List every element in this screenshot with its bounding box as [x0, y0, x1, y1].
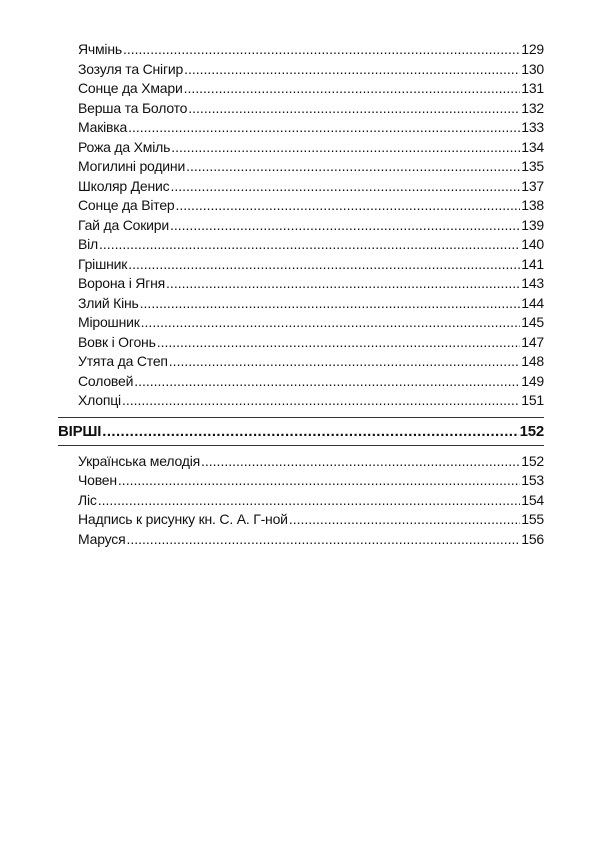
dot-leader	[126, 530, 520, 550]
dot-leader	[188, 99, 520, 119]
toc-entry[interactable]	[58, 471, 544, 491]
toc-entry-title: Українська мелодія	[78, 452, 200, 469]
table-of-contents	[58, 40, 544, 549]
toc-entry[interactable]	[58, 491, 544, 511]
toc-entry[interactable]	[58, 510, 544, 530]
toc-entry-page: 155	[521, 511, 544, 527]
toc-entry-page: 131	[521, 80, 544, 96]
toc-entry[interactable]	[58, 352, 544, 372]
section-page: 152	[519, 422, 544, 440]
toc-entry-title: Хлопці	[78, 392, 121, 408]
toc-entry-page: 139	[521, 216, 544, 233]
toc-entry-title: Маруся	[78, 530, 126, 547]
toc-entry-page: 144	[521, 294, 544, 311]
dot-leader	[141, 313, 521, 333]
toc-entry-title: Мірошник	[78, 314, 140, 330]
dot-leader	[157, 333, 521, 353]
dot-leader	[134, 372, 520, 392]
section-title: ВІРШІ	[58, 422, 102, 440]
toc-entry-title: Ячмінь	[78, 41, 122, 57]
toc-entry-page: 149	[521, 372, 544, 389]
toc-entry[interactable]	[58, 313, 544, 333]
toc-entry[interactable]	[58, 452, 544, 472]
dot-leader	[170, 216, 520, 236]
dot-leader	[128, 118, 520, 138]
toc-entry-page: 140	[521, 236, 544, 252]
toc-entry[interactable]	[58, 157, 544, 177]
toc-entry[interactable]	[58, 255, 544, 275]
toc-entry[interactable]	[58, 60, 544, 80]
toc-entry-page: 147	[521, 333, 544, 350]
toc-entry[interactable]	[58, 216, 544, 236]
toc-entry-title: Ліс	[78, 491, 97, 508]
dot-leader	[98, 491, 521, 511]
toc-entry[interactable]	[58, 177, 544, 197]
toc-entry-title: Сонце да Вітер	[78, 197, 175, 213]
toc-entry-title: Човен	[78, 472, 117, 488]
dot-leader	[184, 79, 521, 99]
dot-leader	[176, 196, 521, 216]
toc-entry-page: 133	[521, 119, 544, 135]
dot-leader	[184, 60, 520, 80]
toc-entry[interactable]	[58, 99, 544, 119]
toc-entry-page: 148	[521, 353, 544, 369]
toc-entry-title: Зозуля та Снігир	[78, 60, 184, 77]
toc-entry-page: 141	[521, 255, 544, 272]
toc-entry[interactable]	[58, 138, 544, 158]
dot-leader	[289, 510, 520, 530]
toc-entry-title: Ворона і Ягня	[78, 275, 166, 291]
toc-entry[interactable]	[58, 235, 544, 255]
dot-leader	[118, 471, 520, 491]
dot-leader	[166, 274, 520, 294]
toc-entry-title: Гай да Сокири	[78, 216, 169, 233]
toc-entry-page: 152	[521, 452, 544, 469]
toc-entry-title: Грішник	[78, 255, 128, 272]
toc-entry-page: 145	[521, 314, 544, 330]
toc-entry-title: Утята да Степ	[78, 353, 168, 369]
toc-entry-title: Маківка	[78, 119, 128, 135]
toc-entry[interactable]	[58, 79, 544, 99]
toc-entry-page: 151	[521, 392, 544, 408]
toc-entry-page: 156	[521, 530, 544, 547]
toc-entry-page: 154	[521, 491, 544, 508]
dot-leader	[123, 40, 520, 60]
dot-leader	[186, 157, 520, 177]
toc-section-heading[interactable]	[58, 417, 544, 446]
dot-leader	[169, 352, 520, 372]
toc-entry-title: Верша та Болото	[78, 99, 188, 116]
toc-entry[interactable]	[58, 196, 544, 216]
toc-entry-page: 132	[521, 99, 544, 116]
toc-entry-title: Школяр Денис	[78, 177, 170, 194]
toc-entry-title: Вовк і Огонь	[78, 333, 156, 350]
toc-entry-page: 153	[521, 472, 544, 488]
toc-entry[interactable]	[58, 118, 544, 138]
toc-entry[interactable]	[58, 294, 544, 314]
toc-entry[interactable]	[58, 530, 544, 550]
toc-entry[interactable]	[58, 333, 544, 353]
dot-leader	[140, 294, 521, 314]
dot-leader	[99, 235, 520, 255]
toc-entry-page: 134	[521, 138, 544, 155]
toc-entry[interactable]	[58, 40, 544, 60]
toc-entry-title: Могилині родини	[78, 158, 186, 174]
toc-entry-page: 135	[521, 158, 544, 174]
dot-leader	[201, 452, 520, 472]
toc-entry[interactable]	[58, 391, 544, 411]
dot-leader	[170, 177, 520, 197]
toc-entry-title: Віл	[78, 236, 99, 252]
toc-entry-title: Соловей	[78, 372, 134, 389]
dot-leader	[102, 421, 518, 442]
dot-leader	[122, 391, 520, 411]
toc-entry[interactable]	[58, 372, 544, 392]
toc-entry-title: Надпись к рисунку кн. С. А. Г-ной	[78, 511, 288, 527]
toc-entry-title: Рожа да Хміль	[78, 138, 171, 155]
dot-leader	[171, 138, 520, 158]
toc-entry-page: 130	[521, 60, 544, 77]
toc-entry-title: Сонце да Хмари	[78, 80, 183, 96]
toc-entry-page: 129	[521, 41, 544, 57]
toc-entry-page: 143	[521, 275, 544, 291]
toc-entry[interactable]	[58, 274, 544, 294]
toc-entry-page: 137	[521, 177, 544, 194]
toc-entry-page: 138	[521, 197, 544, 213]
dot-leader	[128, 255, 520, 275]
toc-entry-title: Злий Кінь	[78, 294, 139, 311]
